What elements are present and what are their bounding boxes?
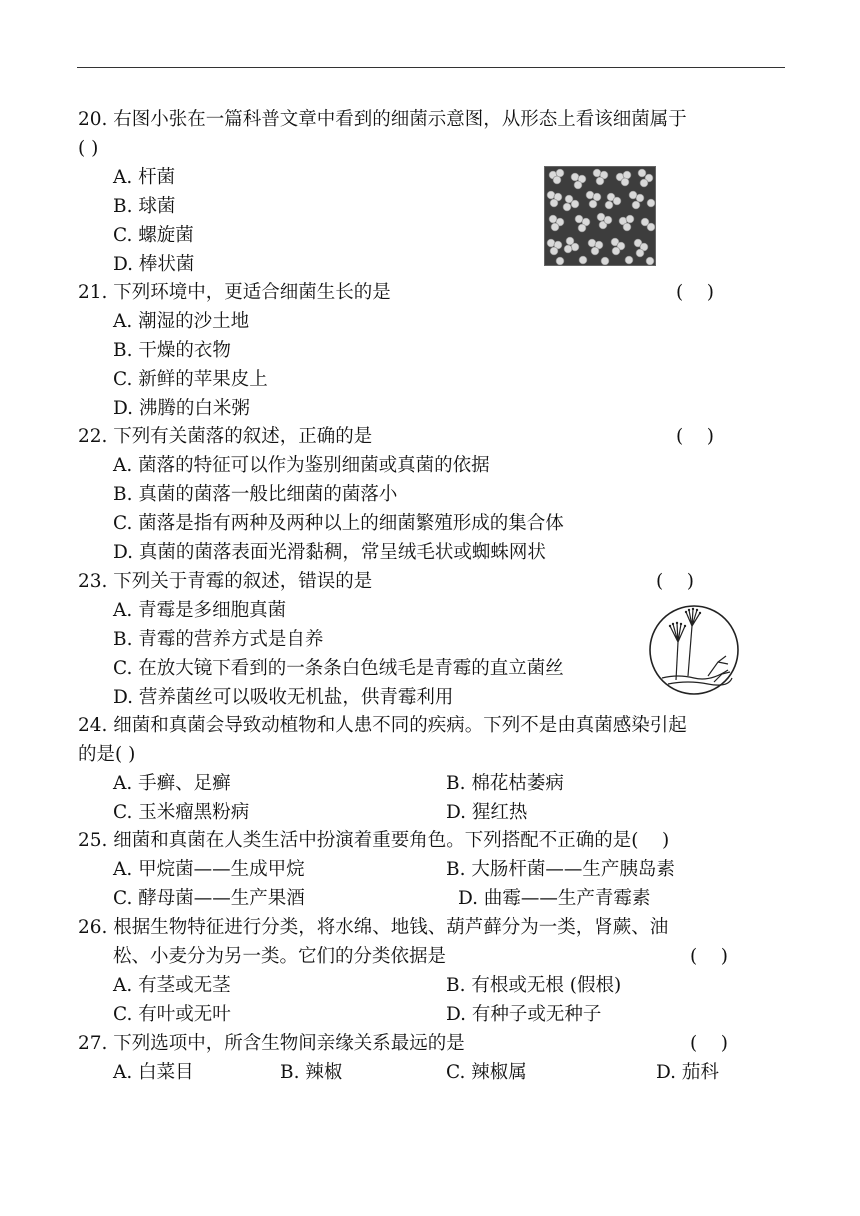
q27-option-a: A. 白菜目 (113, 1062, 194, 1083)
q27-option-c: C. 辣椒属 (446, 1062, 527, 1083)
q20-option-c: C. 螺旋菌 (113, 225, 194, 246)
q22-stem: 22. 下列有关菌落的叙述，正确的是 (78, 426, 373, 447)
q21-option-b: B. 干燥的衣物 (113, 340, 231, 361)
q24-option-c: C. 玉米瘤黑粉病 (113, 802, 250, 823)
bacteria-micrograph-image (544, 166, 656, 266)
q20-option-d: D. 棒状菌 (113, 254, 195, 275)
q26-option-c: C. 有叶或无叶 (113, 1004, 231, 1025)
q23-answer-bracket: ( ) (656, 571, 694, 592)
q27-answer-bracket: ( ) (690, 1033, 728, 1054)
q24-option-d: D. 猩红热 (446, 802, 528, 823)
q26-option-b: B. 有根或无根 (假根) (446, 975, 622, 996)
q25-option-b: B. 大肠杆菌——生产胰岛素 (446, 859, 675, 880)
q21-option-c: C. 新鲜的苹果皮上 (113, 369, 268, 390)
q20-option-b: B. 球菌 (113, 196, 176, 217)
q20-stem: 20. 右图小张在一篇科普文章中看到的细菌示意图，从形态上看该细菌属于 (78, 109, 687, 130)
q20-option-a: A. 杆菌 (113, 167, 176, 188)
q24-option-a: A. 手癣、足癣 (113, 773, 231, 794)
q20-stem-bracket: ( ) (78, 138, 99, 159)
q23-option-a: A. 青霉是多细胞真菌 (113, 600, 287, 621)
q25-stem: 25. 细菌和真菌在人类生活中扮演着重要角色。下列搭配不正确的是( ) (78, 830, 670, 851)
q26-stem: 26. 根据生物特征进行分类，将水绵、地钱、葫芦藓分为一类，肾蕨、油 (78, 917, 669, 938)
q23-stem: 23. 下列关于青霉的叙述，错误的是 (78, 571, 373, 592)
q21-stem: 21. 下列环境中，更适合细菌生长的是 (78, 282, 391, 303)
q26-option-d: D. 有种子或无种子 (446, 1004, 602, 1025)
q26-answer-bracket: ( ) (690, 946, 728, 967)
q21-answer-bracket: ( ) (676, 282, 714, 303)
q26-option-a: A. 有茎或无茎 (113, 975, 231, 996)
q21-option-d: D. 沸腾的白米粥 (113, 398, 250, 419)
header-rule (77, 67, 785, 68)
q27-option-b: B. 辣椒 (280, 1062, 343, 1083)
q22-answer-bracket: ( ) (676, 426, 714, 447)
q24-stem-cont: 的是( ) (78, 744, 136, 765)
cocci-cluster-graphic (545, 167, 655, 265)
q25-option-d: D. 曲霉——生产青霉素 (458, 888, 651, 909)
q23-option-b: B. 青霉的营养方式是自养 (113, 629, 324, 650)
q25-option-c: C. 酵母菌——生产果酒 (113, 888, 305, 909)
q22-option-a: A. 菌落的特征可以作为鉴别细菌或真菌的依据 (113, 455, 490, 476)
penicillium-diagram-image (648, 604, 740, 696)
q22-option-d: D. 真菌的菌落表面光滑黏稠，常呈绒毛状或蜘蛛网状 (113, 542, 546, 563)
q27-stem: 27. 下列选项中，所含生物间亲缘关系最远的是 (78, 1033, 465, 1054)
q22-option-c: C. 菌落是指有两种及两种以上的细菌繁殖形成的集合体 (113, 513, 564, 534)
q21-option-a: A. 潮湿的沙土地 (113, 311, 250, 332)
q27-option-d: D. 茄科 (656, 1062, 719, 1083)
q26-stem-cont: 松、小麦分为另一类。它们的分类依据是 (113, 946, 447, 967)
q23-option-c: C. 在放大镜下看到的一条条白色绒毛是青霉的直立菌丝 (113, 658, 564, 679)
q25-option-a: A. 甲烷菌——生成甲烷 (113, 859, 305, 880)
q24-option-b: B. 棉花枯萎病 (446, 773, 564, 794)
q22-option-b: B. 真菌的菌落一般比细菌的菌落小 (113, 484, 398, 505)
penicillium-graphic (648, 604, 740, 696)
q24-stem: 24. 细菌和真菌会导致动植物和人患不同的疾病。下列不是由真菌感染引起 (78, 715, 687, 736)
q23-option-d: D. 营养菌丝可以吸收无机盐，供青霉利用 (113, 687, 454, 708)
